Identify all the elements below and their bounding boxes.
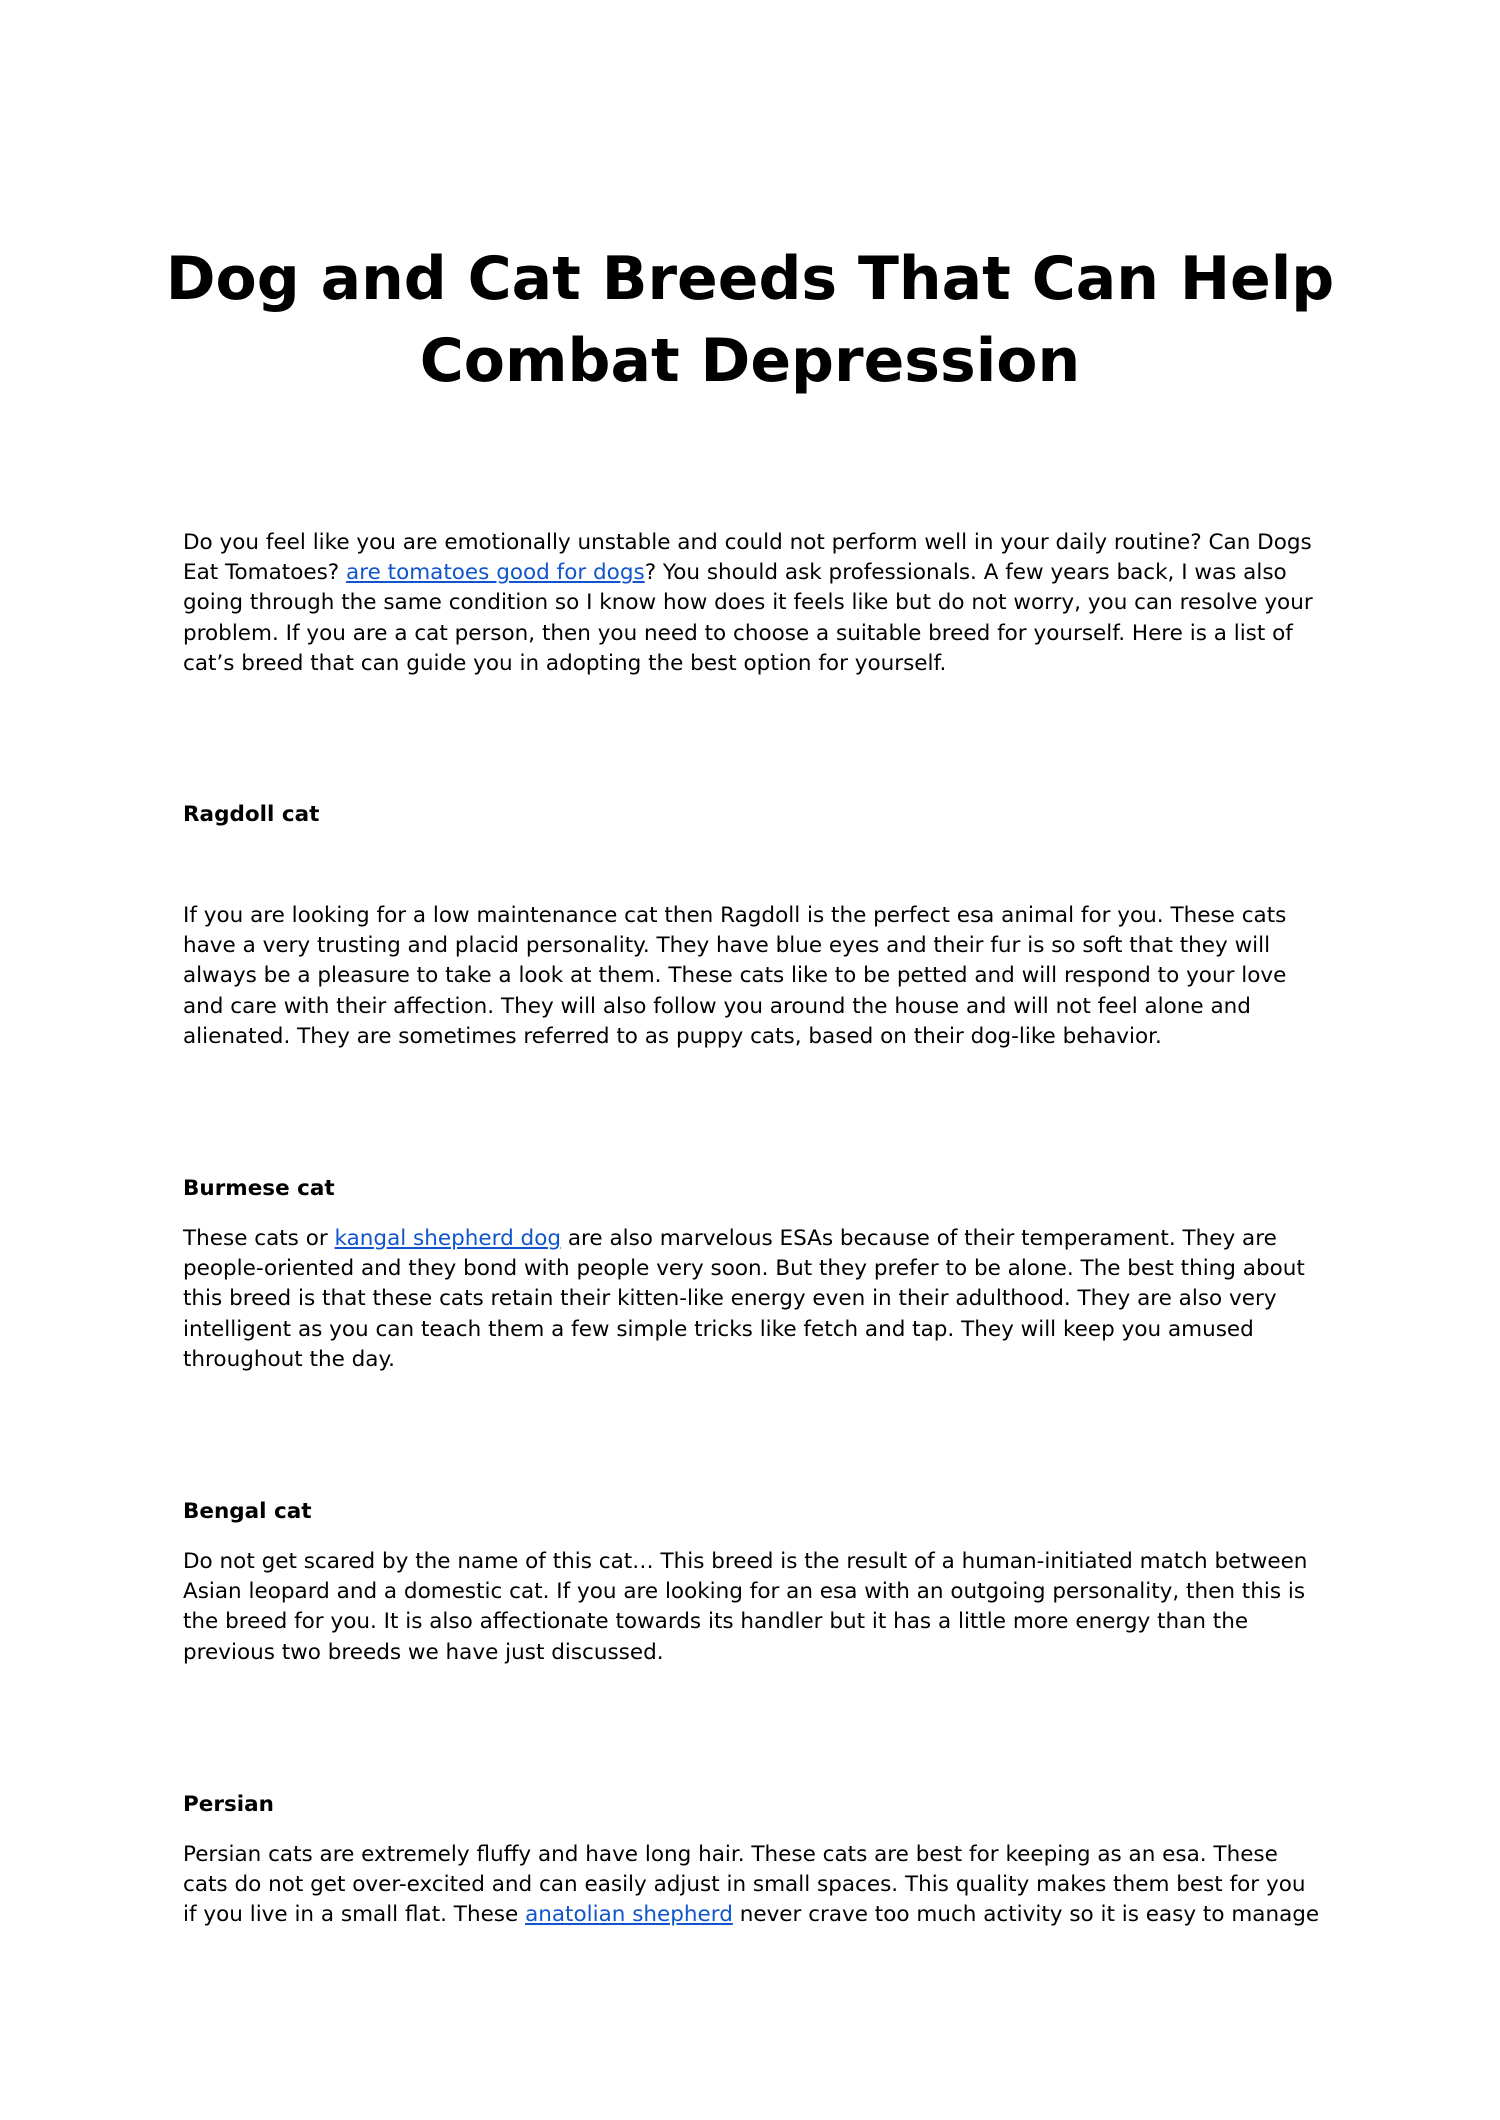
intro-line-5: cat’s breed that can guide you in adopting the best option for yourself. xyxy=(183,650,947,676)
link-kangal-shepherd-dog[interactable]: kangal shepherd dog xyxy=(334,1226,562,1251)
link-anatolian-shepherd[interactable]: anatolian shepherd xyxy=(525,1902,733,1928)
persian-line-3-rest: never crave too much activity so it is easy to manage xyxy=(732,1902,1320,1928)
bengal-paragraph xyxy=(183,1547,1343,1668)
ragdoll-paragraph xyxy=(183,901,1343,1052)
heading-burmese-cat: Burmese cat xyxy=(183,1176,335,1201)
persian-line-3 xyxy=(183,1900,1343,1930)
ragdoll-line-4: and care with their affection. They will also follow you around the house and will not feel alone and xyxy=(183,993,1251,1019)
ragdoll-line-2: have a very trusting and placid personality. They have blue eyes and their fur is so soft that they will xyxy=(183,933,1271,959)
intro-paragraph xyxy=(183,528,1343,679)
bengal-line-2: Asian leopard and a domestic cat. If you are looking for an esa with an outgoing personality, then this is xyxy=(183,1579,1306,1605)
bengal-line-3: the breed for you. It is also affectionate towards its handler but it has a little more energy than the xyxy=(183,1609,1249,1635)
bengal-line-1: Do not get scared by the name of this cat… This breed is the result of a human-initiated match between xyxy=(183,1549,1308,1574)
burmese-line-3: this breed is that these cats retain their kitten-like energy even in their adulthood. They are also very xyxy=(183,1286,1277,1312)
persian-line-1: Persian cats are extremely fluffy and have long hair. These cats are best for keeping as an esa. These xyxy=(183,1842,1278,1867)
persian-line-2: cats do not get over-excited and can easily adjust in small spaces. This quality makes them best for you xyxy=(183,1872,1306,1898)
persian-line-3-text: if you live in a small flat. These xyxy=(183,1902,526,1928)
intro-line-2-text: Eat Tomatoes? xyxy=(183,560,347,586)
persian-paragraph xyxy=(183,1840,1343,1931)
ragdoll-line-1: If you are looking for a low maintenance cat then Ragdoll is the perfect esa animal for you. These cats xyxy=(183,903,1287,928)
heading-persian: Persian xyxy=(183,1792,274,1817)
intro-line-2-rest: ? You should ask professionals. A few years back, I was also xyxy=(644,560,1287,586)
title-line-1: Dog and Cat Breeds That Can Help xyxy=(165,244,1335,314)
title-line-2: Combat Depression xyxy=(419,326,1081,396)
intro-line-3: going through the same condition so I know how does it feels like but do not worry, you can resolve your xyxy=(183,590,1313,616)
page-title xyxy=(150,238,1350,402)
ragdoll-line-3: always be a pleasure to take a look at them. These cats like to be petted and will respond to your love xyxy=(183,963,1287,989)
link-tomatoes-good-for-dogs[interactable]: are tomatoes good for dogs xyxy=(346,560,645,586)
burmese-paragraph xyxy=(183,1224,1343,1375)
burmese-line-1-rest: are also marvelous ESAs because of their temperament. They are xyxy=(561,1226,1277,1251)
intro-line-2 xyxy=(183,558,1343,588)
intro-line-1: Do you feel like you are emotionally unstable and could not perform well in your daily routine? Can Dogs xyxy=(183,530,1312,555)
heading-ragdoll-cat: Ragdoll cat xyxy=(183,802,320,827)
burmese-line-1 xyxy=(183,1224,1343,1254)
heading-bengal-cat: Bengal cat xyxy=(183,1499,312,1524)
burmese-line-2: people-oriented and they bond with people very soon. But they prefer to be alone. The best thing about xyxy=(183,1256,1305,1282)
burmese-line-4: intelligent as you can teach them a few simple tricks like fetch and tap. They will keep you amused xyxy=(183,1316,1254,1342)
burmese-line-5: throughout the day. xyxy=(183,1346,395,1372)
ragdoll-line-5: alienated. They are sometimes referred to as puppy cats, based on their dog-like behavior. xyxy=(183,1023,1162,1049)
intro-line-4: problem. If you are a cat person, then you need to choose a suitable breed for yourself. Here is a list of xyxy=(183,620,1293,646)
burmese-line-1-text: These cats or xyxy=(183,1226,335,1251)
bengal-line-4: previous two breeds we have just discussed. xyxy=(183,1639,664,1665)
